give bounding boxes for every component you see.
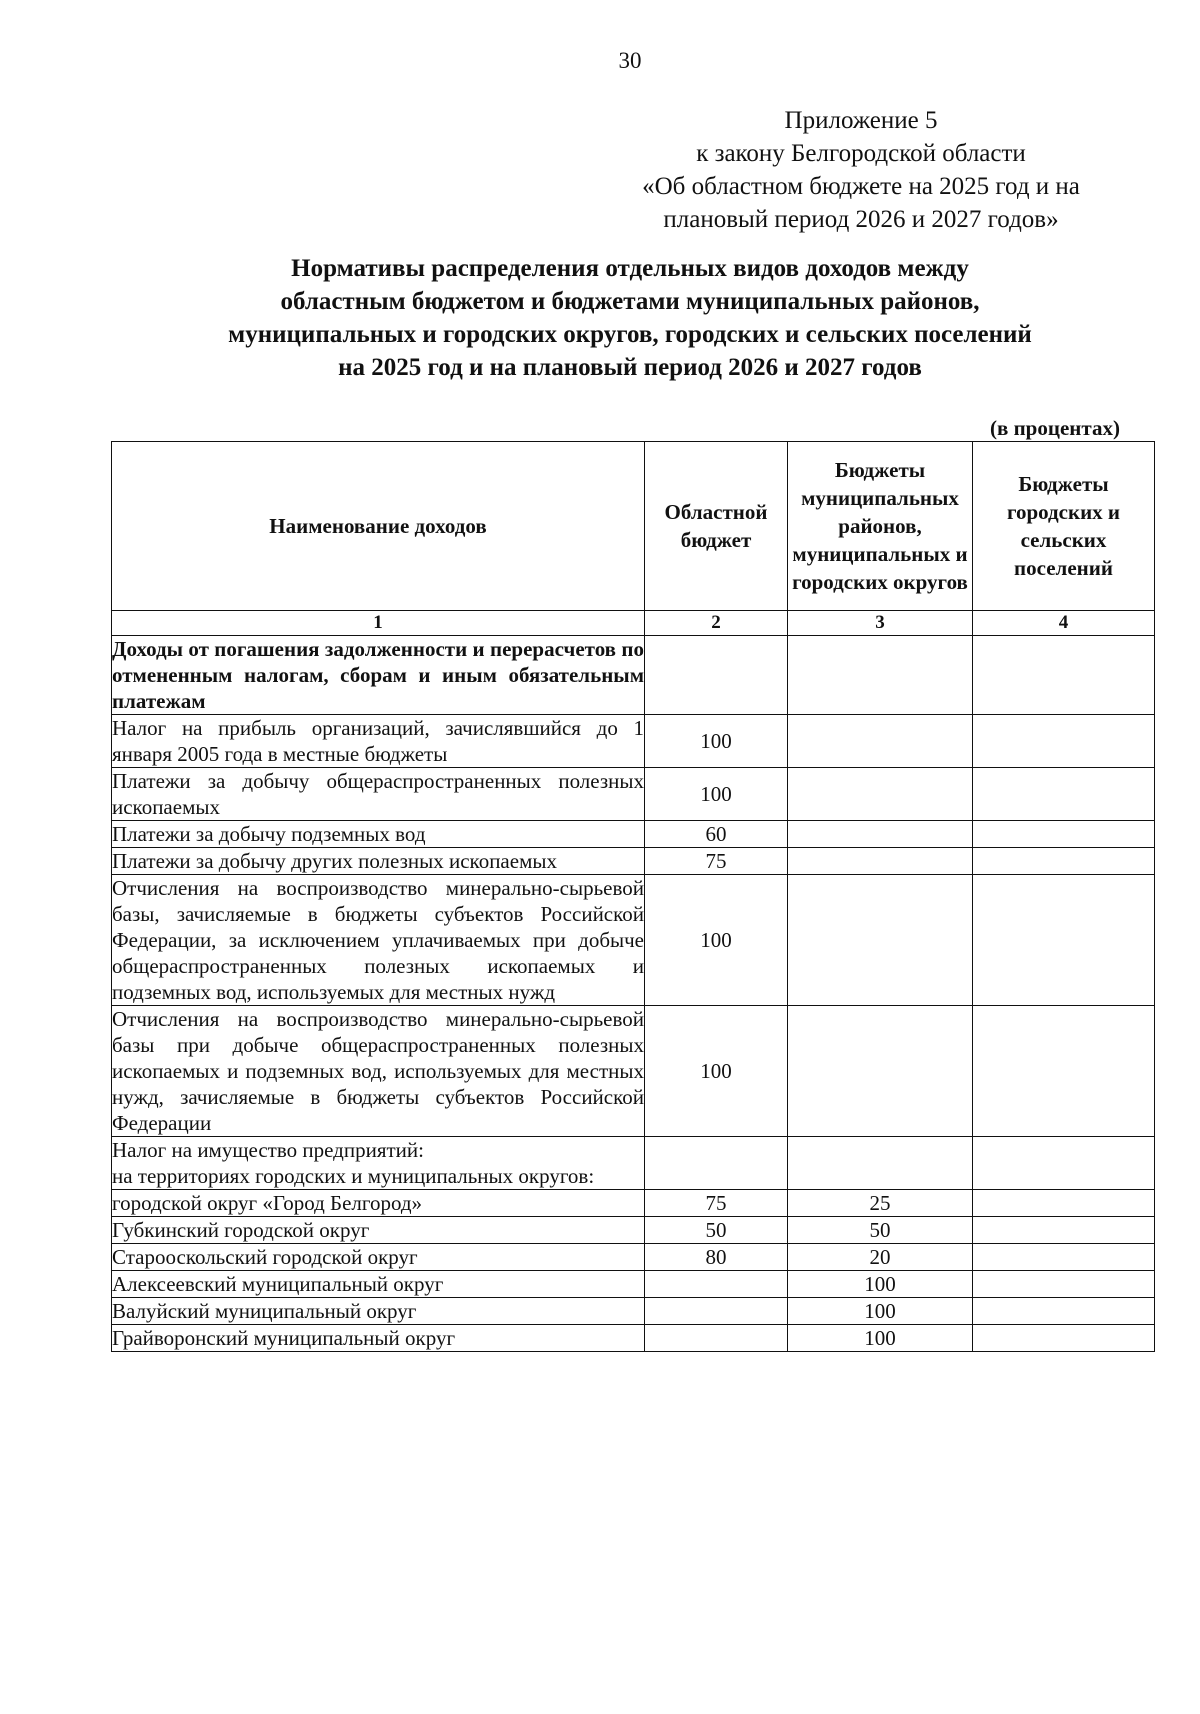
table-row (112, 1137, 1155, 1190)
revenue-name: Губкинский городской округ (112, 1217, 645, 1244)
settlement-share (973, 1298, 1155, 1325)
regional-share (645, 1298, 788, 1325)
settlement-share (973, 1217, 1155, 1244)
appendix-reference (598, 104, 1124, 236)
header-revenue-name: Наименование доходов (112, 442, 645, 611)
title-line: муниципальных и городских округов, городских и сельских поселений (228, 321, 1032, 348)
settlement-share (973, 1137, 1155, 1190)
table-row (112, 1244, 1155, 1271)
settlement-share (973, 768, 1155, 821)
column-number: 1 (112, 611, 645, 636)
regional-share: 100 (645, 875, 788, 1006)
municipal-share: 100 (788, 1325, 973, 1352)
revenue-name: Платежи за добычу других полезных ископаемых (112, 848, 645, 875)
municipal-share (788, 821, 973, 848)
appendix-line: Приложение 5 (784, 107, 938, 134)
municipal-share: 100 (788, 1298, 973, 1325)
table-row (112, 768, 1155, 821)
settlement-share (973, 1271, 1155, 1298)
municipal-share: 50 (788, 1217, 973, 1244)
regional-share: 100 (645, 715, 788, 768)
revenue-name: Платежи за добычу подземных вод (112, 821, 645, 848)
regional-share (645, 636, 788, 715)
municipal-share (788, 875, 973, 1006)
column-number: 4 (973, 611, 1155, 636)
regional-share (645, 1271, 788, 1298)
appendix-line: «Об областном бюджете на 2025 год и на (642, 173, 1080, 200)
regional-share (645, 1325, 788, 1352)
table-row (112, 1006, 1155, 1137)
municipal-share: 100 (788, 1271, 973, 1298)
column-number: 2 (645, 611, 788, 636)
appendix-line: плановый период 2026 и 2027 годов» (663, 206, 1059, 233)
revenue-name: Отчисления на воспроизводство минерально-сырьевой базы, зачисляемые в бюджеты субъектов Российской Федерации, за исключением уплачиваемых при добыче общераспространенных полезных ископаемых и подземных вод, используемых для местных нужд (112, 876, 644, 1004)
revenue-name: Валуйский муниципальный округ (112, 1298, 645, 1325)
settlement-share (973, 875, 1155, 1006)
title-line: областным бюджетом и бюджетами муниципальных районов, (280, 288, 980, 315)
revenue-name: Платежи за добычу общераспространенных полезных ископаемых (112, 769, 644, 819)
settlement-share (973, 636, 1155, 715)
revenue-name-line: на территориях городских и муниципальных округов: (112, 1164, 595, 1188)
page-number: 30 (618, 48, 642, 73)
table-row (112, 1190, 1155, 1217)
table-row (112, 1325, 1155, 1352)
regional-share: 100 (645, 768, 788, 821)
municipal-share: 25 (788, 1190, 973, 1217)
municipal-share (788, 1006, 973, 1137)
regional-share (645, 1137, 788, 1190)
table-row (112, 875, 1155, 1006)
revenue-name: Налог на прибыль организаций, зачислявшийся до 1 января 2005 года в местные бюджеты (112, 716, 644, 766)
revenue-name (112, 1137, 645, 1190)
regional-share: 75 (645, 848, 788, 875)
units-note: (в процентах) (990, 416, 1120, 440)
regional-share: 60 (645, 821, 788, 848)
revenue-norms-table (111, 441, 1155, 1352)
appendix-line: к закону Белгородской области (696, 140, 1026, 167)
settlement-share (973, 1006, 1155, 1137)
table-row (112, 636, 1155, 715)
document-title (110, 252, 1150, 384)
municipal-share (788, 768, 973, 821)
table-row (112, 715, 1155, 768)
revenue-name: Грайворонский муниципальный округ (112, 1325, 645, 1352)
regional-share: 100 (645, 1006, 788, 1137)
regional-share: 50 (645, 1217, 788, 1244)
municipal-share: 20 (788, 1244, 973, 1271)
table-row (112, 848, 1155, 875)
column-number: 3 (788, 611, 973, 636)
regional-share: 75 (645, 1190, 788, 1217)
municipal-share (788, 1137, 973, 1190)
settlement-share (973, 821, 1155, 848)
municipal-share (788, 848, 973, 875)
revenue-name-line: Налог на имущество предприятий: (112, 1138, 424, 1162)
revenue-name: городской округ «Город Белгород» (112, 1190, 645, 1217)
table-row (112, 1217, 1155, 1244)
table-header-row (112, 442, 1155, 611)
header-regional-budget: Областной бюджет (645, 442, 788, 611)
settlement-share (973, 1325, 1155, 1352)
title-line: на 2025 год и на плановый период 2026 и 2027 годов (338, 354, 922, 381)
municipal-share (788, 636, 973, 715)
revenue-name: Старооскольский городской округ (112, 1244, 645, 1271)
title-line: Нормативы распределения отдельных видов доходов между (291, 255, 969, 282)
revenue-name: Доходы от погашения задолженности и перерасчетов по отмененным налогам, сборам и иным обязательным платежам (112, 637, 644, 713)
table-row (112, 1298, 1155, 1325)
regional-share: 80 (645, 1244, 788, 1271)
table-row (112, 1271, 1155, 1298)
settlement-share (973, 1244, 1155, 1271)
column-number-row (112, 611, 1155, 636)
table-row (112, 821, 1155, 848)
header-municipal-budgets: Бюджеты муниципальных районов, муниципальных и городских округов (788, 442, 973, 611)
revenue-name: Алексеевский муниципальный округ (112, 1271, 645, 1298)
municipal-share (788, 715, 973, 768)
settlement-share (973, 848, 1155, 875)
revenue-name: Отчисления на воспроизводство минерально-сырьевой базы при добыче общераспространенных полезных ископаемых и подземных вод, используемых для местных нужд, зачисляемые в бюджеты субъектов Российской Федерации (112, 1007, 644, 1135)
header-settlement-budgets: Бюджеты городских и сельских поселений (973, 442, 1155, 611)
settlement-share (973, 715, 1155, 768)
settlement-share (973, 1190, 1155, 1217)
